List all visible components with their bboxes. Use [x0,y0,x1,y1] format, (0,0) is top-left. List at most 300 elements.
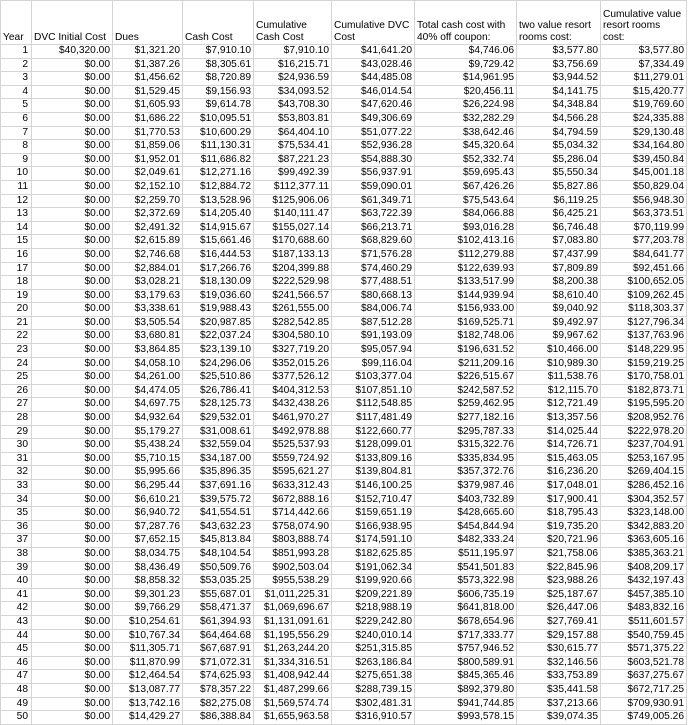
cell-dues[interactable]: $1,321.20 [113,45,183,59]
cell-total-cash-cost-coupon[interactable]: $9,729.42 [415,58,517,72]
cell-cumulative-dvc-cost[interactable]: $49,306.69 [332,112,415,126]
cell-cumulative-cash-cost[interactable]: $327,719.20 [254,344,332,358]
cell-cumulative-value-resort-cost[interactable]: $50,829.04 [601,180,687,194]
cell-cumulative-cash-cost[interactable]: $714,442.66 [254,507,332,521]
cell-cumulative-value-resort-cost[interactable]: $39,450.84 [601,153,687,167]
cell-year[interactable]: 48 [1,683,32,697]
cell-total-cash-cost-coupon[interactable]: $800,589.91 [415,656,517,670]
cell-cumulative-cash-cost[interactable]: $1,263,244.20 [254,643,332,657]
cell-year[interactable]: 46 [1,656,32,670]
cell-total-cash-cost-coupon[interactable]: $182,748.06 [415,330,517,344]
cell-value-resort-rooms-cost[interactable]: $27,769.41 [517,615,601,629]
cell-cumulative-dvc-cost[interactable]: $263,186.84 [332,656,415,670]
cell-value-resort-rooms-cost[interactable]: $4,348.84 [517,99,601,113]
cell-cumulative-cash-cost[interactable]: $204,399.88 [254,262,332,276]
cell-dues[interactable]: $4,261.00 [113,371,183,385]
cell-cumulative-cash-cost[interactable]: $24,936.59 [254,72,332,86]
cell-year[interactable]: 34 [1,493,32,507]
cell-cumulative-value-resort-cost[interactable]: $118,303.37 [601,303,687,317]
cell-total-cash-cost-coupon[interactable]: $122,639.93 [415,262,517,276]
cell-cash-cost[interactable]: $39,575.72 [183,493,254,507]
cell-cash-cost[interactable]: $55,687.01 [183,588,254,602]
cell-dues[interactable]: $3,864.85 [113,344,183,358]
cell-cash-cost[interactable]: $34,187.00 [183,452,254,466]
cell-cumulative-cash-cost[interactable]: $1,011,225.31 [254,588,332,602]
cell-cumulative-dvc-cost[interactable]: $103,377.04 [332,371,415,385]
cell-cumulative-cash-cost[interactable]: $525,537.93 [254,439,332,453]
cell-value-resort-rooms-cost[interactable]: $4,141.75 [517,85,601,99]
cell-total-cash-cost-coupon[interactable]: $14,961.95 [415,72,517,86]
cell-year[interactable]: 30 [1,439,32,453]
cell-value-resort-rooms-cost[interactable]: $39,074.35 [517,711,601,725]
cell-cumulative-value-resort-cost[interactable]: $29,130.48 [601,126,687,140]
cell-dues[interactable]: $4,697.75 [113,398,183,412]
cell-cumulative-cash-cost[interactable]: $1,655,963.58 [254,711,332,725]
cell-total-cash-cost-coupon[interactable]: $133,517.99 [415,276,517,290]
cell-year[interactable]: 25 [1,371,32,385]
cell-dvc-initial-cost[interactable]: $0.00 [32,276,113,290]
cell-cumulative-value-resort-cost[interactable]: $603,521.78 [601,656,687,670]
cell-cumulative-dvc-cost[interactable]: $41,641.20 [332,45,415,59]
cell-cumulative-value-resort-cost[interactable]: $195,595.20 [601,398,687,412]
cell-total-cash-cost-coupon[interactable]: $541,501.83 [415,561,517,575]
cell-value-resort-rooms-cost[interactable]: $3,577.80 [517,45,601,59]
cell-cumulative-dvc-cost[interactable]: $46,014.54 [332,85,415,99]
header-dues[interactable]: Dues [113,1,183,45]
cell-cumulative-dvc-cost[interactable]: $54,888.30 [332,153,415,167]
cell-dvc-initial-cost[interactable]: $0.00 [32,153,113,167]
cell-value-resort-rooms-cost[interactable]: $10,989.30 [517,357,601,371]
cell-dues[interactable]: $6,295.44 [113,480,183,494]
cell-dvc-initial-cost[interactable]: $0.00 [32,425,113,439]
cell-dvc-initial-cost[interactable]: $0.00 [32,126,113,140]
cell-value-resort-rooms-cost[interactable]: $12,115.70 [517,384,601,398]
cell-cumulative-dvc-cost[interactable]: $56,937.91 [332,167,415,181]
cell-dues[interactable]: $1,952.01 [113,153,183,167]
cell-dues[interactable]: $11,305.71 [113,643,183,657]
cell-total-cash-cost-coupon[interactable]: $196,631.52 [415,344,517,358]
cell-dvc-initial-cost[interactable]: $0.00 [32,398,113,412]
cell-total-cash-cost-coupon[interactable]: $144,939.94 [415,289,517,303]
cell-value-resort-rooms-cost[interactable]: $37,213.66 [517,697,601,711]
cell-year[interactable]: 3 [1,72,32,86]
cell-total-cash-cost-coupon[interactable]: $757,946.52 [415,643,517,657]
cell-value-resort-rooms-cost[interactable]: $7,083.80 [517,235,601,249]
cell-value-resort-rooms-cost[interactable]: $17,900.41 [517,493,601,507]
cell-year[interactable]: 22 [1,330,32,344]
cell-dues[interactable]: $4,474.05 [113,384,183,398]
cell-dvc-initial-cost[interactable]: $0.00 [32,384,113,398]
cell-cumulative-value-resort-cost[interactable]: $457,385.10 [601,588,687,602]
cell-dues[interactable]: $3,028.21 [113,276,183,290]
cell-year[interactable]: 49 [1,697,32,711]
header-total-cash-cost-coupon[interactable]: Total cash cost with 40% off coupon: [415,1,517,45]
cell-cumulative-cash-cost[interactable]: $758,074.90 [254,520,332,534]
cell-cumulative-cash-cost[interactable]: $87,221.23 [254,153,332,167]
cell-total-cash-cost-coupon[interactable]: $678,654.96 [415,615,517,629]
cell-cumulative-value-resort-cost[interactable]: $92,451.66 [601,262,687,276]
cell-dvc-initial-cost[interactable]: $0.00 [32,167,113,181]
cell-cumulative-cash-cost[interactable]: $304,580.10 [254,330,332,344]
cell-cash-cost[interactable]: $28,125.73 [183,398,254,412]
cell-cumulative-cash-cost[interactable]: $112,377.11 [254,180,332,194]
cell-cash-cost[interactable]: $9,156.93 [183,85,254,99]
cell-value-resort-rooms-cost[interactable]: $10,466.00 [517,344,601,358]
cell-dvc-initial-cost[interactable]: $0.00 [32,683,113,697]
cell-cumulative-value-resort-cost[interactable]: $342,883.20 [601,520,687,534]
cell-dues[interactable]: $1,605.93 [113,99,183,113]
cell-cash-cost[interactable]: $26,786.41 [183,384,254,398]
cell-cumulative-dvc-cost[interactable]: $146,100.25 [332,480,415,494]
cell-cumulative-value-resort-cost[interactable]: $109,262.45 [601,289,687,303]
cell-cash-cost[interactable]: $10,095.51 [183,112,254,126]
cell-dues[interactable]: $4,932.64 [113,412,183,426]
cell-cash-cost[interactable]: $64,464.68 [183,629,254,643]
cell-cumulative-dvc-cost[interactable]: $128,099.01 [332,439,415,453]
cell-dues[interactable]: $2,491.32 [113,221,183,235]
cell-cumulative-dvc-cost[interactable]: $51,077.22 [332,126,415,140]
cell-dues[interactable]: $2,884.01 [113,262,183,276]
cell-cumulative-dvc-cost[interactable]: $107,851.10 [332,384,415,398]
cell-total-cash-cost-coupon[interactable]: $845,365.46 [415,670,517,684]
cell-total-cash-cost-coupon[interactable]: $84,066.88 [415,208,517,222]
cell-year[interactable]: 21 [1,316,32,330]
cell-year[interactable]: 17 [1,262,32,276]
cell-cumulative-value-resort-cost[interactable]: $540,759.45 [601,629,687,643]
cell-year[interactable]: 12 [1,194,32,208]
cell-dvc-initial-cost[interactable]: $0.00 [32,480,113,494]
cell-cumulative-value-resort-cost[interactable]: $170,758.01 [601,371,687,385]
cell-cumulative-dvc-cost[interactable]: $59,090.01 [332,180,415,194]
cell-dues[interactable]: $1,456.62 [113,72,183,86]
cell-dues[interactable]: $10,767.34 [113,629,183,643]
cell-cumulative-value-resort-cost[interactable]: $3,577.80 [601,45,687,59]
cell-cash-cost[interactable]: $41,554.51 [183,507,254,521]
cell-cumulative-value-resort-cost[interactable]: $408,209.17 [601,561,687,575]
cell-cash-cost[interactable]: $11,686.82 [183,153,254,167]
cell-value-resort-rooms-cost[interactable]: $4,566.28 [517,112,601,126]
cell-cumulative-cash-cost[interactable]: $140,111.47 [254,208,332,222]
cell-cumulative-dvc-cost[interactable]: $229,242.80 [332,615,415,629]
cell-cumulative-dvc-cost[interactable]: $174,591.10 [332,534,415,548]
cell-cumulative-dvc-cost[interactable]: $43,028.46 [332,58,415,72]
cell-year[interactable]: 27 [1,398,32,412]
cell-dues[interactable]: $3,680.81 [113,330,183,344]
cell-cash-cost[interactable]: $31,008.61 [183,425,254,439]
cell-cumulative-value-resort-cost[interactable]: $208,952.76 [601,412,687,426]
cell-year[interactable]: 6 [1,112,32,126]
cell-cash-cost[interactable]: $43,632.23 [183,520,254,534]
cell-cumulative-value-resort-cost[interactable]: $511,601.57 [601,615,687,629]
cell-cumulative-dvc-cost[interactable]: $112,548.85 [332,398,415,412]
cell-dues[interactable]: $2,152.10 [113,180,183,194]
cell-year[interactable]: 9 [1,153,32,167]
cell-cash-cost[interactable]: $13,528.96 [183,194,254,208]
cell-value-resort-rooms-cost[interactable]: $17,048.01 [517,480,601,494]
cell-cumulative-dvc-cost[interactable]: $117,481.49 [332,412,415,426]
cell-dues[interactable]: $1,529.45 [113,85,183,99]
cell-dues[interactable]: $5,995.66 [113,466,183,480]
cell-dues[interactable]: $2,615.89 [113,235,183,249]
cell-total-cash-cost-coupon[interactable]: $112,279.88 [415,248,517,262]
cell-cash-cost[interactable]: $29,532.01 [183,412,254,426]
cell-year[interactable]: 20 [1,303,32,317]
cell-cumulative-cash-cost[interactable]: $43,708.30 [254,99,332,113]
cell-cumulative-value-resort-cost[interactable]: $77,203.78 [601,235,687,249]
cell-total-cash-cost-coupon[interactable]: $32,282.29 [415,112,517,126]
cell-value-resort-rooms-cost[interactable]: $12,721.49 [517,398,601,412]
cell-value-resort-rooms-cost[interactable]: $22,845.96 [517,561,601,575]
cell-year[interactable]: 16 [1,248,32,262]
cell-cumulative-dvc-cost[interactable]: $77,488.51 [332,276,415,290]
cell-dues[interactable]: $2,372.69 [113,208,183,222]
cell-cumulative-dvc-cost[interactable]: $74,460.29 [332,262,415,276]
cell-dvc-initial-cost[interactable]: $0.00 [32,371,113,385]
cell-dues[interactable]: $8,034.75 [113,547,183,561]
cell-year[interactable]: 42 [1,602,32,616]
cell-value-resort-rooms-cost[interactable]: $18,795.43 [517,507,601,521]
cell-cash-cost[interactable]: $9,614.78 [183,99,254,113]
cell-cumulative-cash-cost[interactable]: $187,133.13 [254,248,332,262]
cell-year[interactable]: 50 [1,711,32,725]
cell-dvc-initial-cost[interactable]: $0.00 [32,575,113,589]
cell-dvc-initial-cost[interactable]: $40,320.00 [32,45,113,59]
cell-dvc-initial-cost[interactable]: $0.00 [32,412,113,426]
cell-year[interactable]: 23 [1,344,32,358]
cell-dvc-initial-cost[interactable]: $0.00 [32,439,113,453]
cell-cumulative-value-resort-cost[interactable]: $323,148.00 [601,507,687,521]
cell-total-cash-cost-coupon[interactable]: $4,746.06 [415,45,517,59]
cell-cash-cost[interactable]: $20,987.85 [183,316,254,330]
cell-year[interactable]: 37 [1,534,32,548]
cell-dues[interactable]: $1,859.06 [113,140,183,154]
cell-year[interactable]: 33 [1,480,32,494]
cell-dvc-initial-cost[interactable]: $0.00 [32,140,113,154]
cell-dvc-initial-cost[interactable]: $0.00 [32,303,113,317]
cell-dues[interactable]: $3,505.54 [113,316,183,330]
cell-value-resort-rooms-cost[interactable]: $5,827.86 [517,180,601,194]
cell-total-cash-cost-coupon[interactable]: $59,695.43 [415,167,517,181]
cell-value-resort-rooms-cost[interactable]: $9,967.62 [517,330,601,344]
cell-cumulative-cash-cost[interactable]: $125,906.06 [254,194,332,208]
cell-cumulative-cash-cost[interactable]: $75,534.41 [254,140,332,154]
cell-dvc-initial-cost[interactable]: $0.00 [32,262,113,276]
cell-dvc-initial-cost[interactable]: $0.00 [32,112,113,126]
cell-value-resort-rooms-cost[interactable]: $15,463.05 [517,452,601,466]
cell-value-resort-rooms-cost[interactable]: $13,357.56 [517,412,601,426]
cell-total-cash-cost-coupon[interactable]: $941,744.85 [415,697,517,711]
cell-cash-cost[interactable]: $32,559.04 [183,439,254,453]
cell-value-resort-rooms-cost[interactable]: $16,236.20 [517,466,601,480]
cell-dues[interactable]: $4,058.10 [113,357,183,371]
cell-value-resort-rooms-cost[interactable]: $11,538.76 [517,371,601,385]
cell-dvc-initial-cost[interactable]: $0.00 [32,629,113,643]
cell-total-cash-cost-coupon[interactable]: $403,732.89 [415,493,517,507]
cell-year[interactable]: 41 [1,588,32,602]
cell-cash-cost[interactable]: $86,388.84 [183,711,254,725]
cell-cash-cost[interactable]: $53,035.25 [183,575,254,589]
cell-cash-cost[interactable]: $16,444.53 [183,248,254,262]
cell-cumulative-value-resort-cost[interactable]: $11,279.01 [601,72,687,86]
cell-value-resort-rooms-cost[interactable]: $29,157.88 [517,629,601,643]
cell-dvc-initial-cost[interactable]: $0.00 [32,58,113,72]
cell-cumulative-dvc-cost[interactable]: $63,722.39 [332,208,415,222]
cell-total-cash-cost-coupon[interactable]: $379,987.46 [415,480,517,494]
cell-cumulative-value-resort-cost[interactable]: $749,005.26 [601,711,687,725]
cell-value-resort-rooms-cost[interactable]: $21,758.06 [517,547,601,561]
cell-dvc-initial-cost[interactable]: $0.00 [32,656,113,670]
header-cumulative-value-resort-cost[interactable]: Cumulative value resort rooms cost: [601,1,687,45]
cell-total-cash-cost-coupon[interactable]: $641,818.00 [415,602,517,616]
cell-value-resort-rooms-cost[interactable]: $3,756.69 [517,58,601,72]
cell-value-resort-rooms-cost[interactable]: $5,550.34 [517,167,601,181]
cell-cash-cost[interactable]: $23,139.10 [183,344,254,358]
cell-dues[interactable]: $2,746.68 [113,248,183,262]
cell-cumulative-cash-cost[interactable]: $7,910.10 [254,45,332,59]
cell-cumulative-cash-cost[interactable]: $955,538.29 [254,575,332,589]
cell-cash-cost[interactable]: $8,720.89 [183,72,254,86]
cell-dvc-initial-cost[interactable]: $0.00 [32,697,113,711]
cell-year[interactable]: 44 [1,629,32,643]
cell-dvc-initial-cost[interactable]: $0.00 [32,194,113,208]
cell-year[interactable]: 36 [1,520,32,534]
cell-total-cash-cost-coupon[interactable]: $511,195.97 [415,547,517,561]
cell-cumulative-cash-cost[interactable]: $16,215.71 [254,58,332,72]
cell-year[interactable]: 2 [1,58,32,72]
cell-total-cash-cost-coupon[interactable]: $606,735.19 [415,588,517,602]
cell-total-cash-cost-coupon[interactable]: $102,413.16 [415,235,517,249]
cell-total-cash-cost-coupon[interactable]: $75,543.64 [415,194,517,208]
cell-cumulative-cash-cost[interactable]: $559,724.92 [254,452,332,466]
cell-dvc-initial-cost[interactable]: $0.00 [32,507,113,521]
cell-dues[interactable]: $6,610.21 [113,493,183,507]
cell-value-resort-rooms-cost[interactable]: $6,425.21 [517,208,601,222]
header-cumulative-dvc-cost[interactable]: Cumulative DVC Cost [332,1,415,45]
cell-dvc-initial-cost[interactable]: $0.00 [32,643,113,657]
cell-cumulative-dvc-cost[interactable]: $87,512.28 [332,316,415,330]
cell-value-resort-rooms-cost[interactable]: $35,441.58 [517,683,601,697]
cell-year[interactable]: 40 [1,575,32,589]
cell-cash-cost[interactable]: $12,884.72 [183,180,254,194]
cell-cumulative-dvc-cost[interactable]: $71,576.28 [332,248,415,262]
cell-cumulative-dvc-cost[interactable]: $182,625.85 [332,547,415,561]
cell-total-cash-cost-coupon[interactable]: $211,209.16 [415,357,517,371]
cell-year[interactable]: 10 [1,167,32,181]
cell-cumulative-dvc-cost[interactable]: $275,651.38 [332,670,415,684]
cell-value-resort-rooms-cost[interactable]: $6,119.25 [517,194,601,208]
cell-cash-cost[interactable]: $82,275.08 [183,697,254,711]
cell-year[interactable]: 8 [1,140,32,154]
cell-cash-cost[interactable]: $15,661.46 [183,235,254,249]
cell-cumulative-value-resort-cost[interactable]: $269,404.15 [601,466,687,480]
cell-cumulative-cash-cost[interactable]: $633,312.43 [254,480,332,494]
cell-cumulative-dvc-cost[interactable]: $80,668.13 [332,289,415,303]
cell-dues[interactable]: $1,770.53 [113,126,183,140]
cell-value-resort-rooms-cost[interactable]: $25,187.67 [517,588,601,602]
cell-cumulative-dvc-cost[interactable]: $288,739.15 [332,683,415,697]
cell-cumulative-dvc-cost[interactable]: $199,920.66 [332,575,415,589]
cell-cash-cost[interactable]: $58,471.37 [183,602,254,616]
cell-cumulative-cash-cost[interactable]: $1,408,942.44 [254,670,332,684]
cell-dvc-initial-cost[interactable]: $0.00 [32,534,113,548]
cell-dues[interactable]: $2,049.61 [113,167,183,181]
header-value-resort-rooms-cost[interactable]: two value resort rooms cost: [517,1,601,45]
cell-year[interactable]: 43 [1,615,32,629]
cell-total-cash-cost-coupon[interactable]: $67,426.26 [415,180,517,194]
cell-dues[interactable]: $7,652.15 [113,534,183,548]
cell-value-resort-rooms-cost[interactable]: $3,944.52 [517,72,601,86]
cell-total-cash-cost-coupon[interactable]: $45,320.64 [415,140,517,154]
cell-cumulative-cash-cost[interactable]: $1,131,091.61 [254,615,332,629]
cell-dvc-initial-cost[interactable]: $0.00 [32,602,113,616]
cell-cumulative-dvc-cost[interactable]: $302,481.31 [332,697,415,711]
cell-total-cash-cost-coupon[interactable]: $226,515.67 [415,371,517,385]
cell-cumulative-cash-cost[interactable]: $222,529.98 [254,276,332,290]
cell-cumulative-value-resort-cost[interactable]: $63,373.51 [601,208,687,222]
cell-cumulative-dvc-cost[interactable]: $209,221.89 [332,588,415,602]
header-year[interactable]: Year [1,1,32,45]
cell-year[interactable]: 29 [1,425,32,439]
cell-cumulative-dvc-cost[interactable]: $218,988.19 [332,602,415,616]
cell-cash-cost[interactable]: $71,072.31 [183,656,254,670]
header-cumulative-cash-cost[interactable]: Cumulative Cash Cost [254,1,332,45]
cell-dvc-initial-cost[interactable]: $0.00 [32,235,113,249]
cell-value-resort-rooms-cost[interactable]: $19,735.20 [517,520,601,534]
cell-dvc-initial-cost[interactable]: $0.00 [32,493,113,507]
cell-dvc-initial-cost[interactable]: $0.00 [32,466,113,480]
cell-dues[interactable]: $9,766.29 [113,602,183,616]
cell-year[interactable]: 7 [1,126,32,140]
cell-cash-cost[interactable]: $48,104.54 [183,547,254,561]
cell-cumulative-value-resort-cost[interactable]: $137,763.96 [601,330,687,344]
cell-cumulative-value-resort-cost[interactable]: $237,704.91 [601,439,687,453]
cell-dvc-initial-cost[interactable]: $0.00 [32,316,113,330]
cell-cumulative-value-resort-cost[interactable]: $182,873.71 [601,384,687,398]
cell-dvc-initial-cost[interactable]: $0.00 [32,330,113,344]
cell-dues[interactable]: $3,338.61 [113,303,183,317]
cell-value-resort-rooms-cost[interactable]: $5,286.04 [517,153,601,167]
cell-cash-cost[interactable]: $50,509.76 [183,561,254,575]
cell-cumulative-cash-cost[interactable]: $1,569,574.74 [254,697,332,711]
cell-year[interactable]: 1 [1,45,32,59]
cell-value-resort-rooms-cost[interactable]: $14,025.44 [517,425,601,439]
cell-total-cash-cost-coupon[interactable]: $20,456.11 [415,85,517,99]
cell-cash-cost[interactable]: $19,988.43 [183,303,254,317]
cell-total-cash-cost-coupon[interactable]: $428,665.60 [415,507,517,521]
cell-cumulative-dvc-cost[interactable]: $99,116.04 [332,357,415,371]
cell-year[interactable]: 35 [1,507,32,521]
cell-cumulative-dvc-cost[interactable]: $44,485.08 [332,72,415,86]
header-cash-cost[interactable]: Cash Cost [183,1,254,45]
cell-dvc-initial-cost[interactable]: $0.00 [32,547,113,561]
cell-value-resort-rooms-cost[interactable]: $6,746.48 [517,221,601,235]
cell-cash-cost[interactable]: $24,296.06 [183,357,254,371]
cell-cumulative-value-resort-cost[interactable]: $127,796.34 [601,316,687,330]
cell-cumulative-value-resort-cost[interactable]: $304,352.57 [601,493,687,507]
cell-cumulative-dvc-cost[interactable]: $66,213.71 [332,221,415,235]
cell-cash-cost[interactable]: $74,625.93 [183,670,254,684]
cell-value-resort-rooms-cost[interactable]: $33,753.89 [517,670,601,684]
cell-cumulative-dvc-cost[interactable]: $47,620.46 [332,99,415,113]
cell-total-cash-cost-coupon[interactable]: $93,016.28 [415,221,517,235]
cell-dues[interactable]: $2,259.70 [113,194,183,208]
cell-cumulative-cash-cost[interactable]: $902,503.04 [254,561,332,575]
cell-cumulative-value-resort-cost[interactable]: $34,164.80 [601,140,687,154]
cell-value-resort-rooms-cost[interactable]: $23,988.26 [517,575,601,589]
cell-cash-cost[interactable]: $10,600.29 [183,126,254,140]
cell-dues[interactable]: $6,940.72 [113,507,183,521]
cell-value-resort-rooms-cost[interactable]: $8,610.40 [517,289,601,303]
